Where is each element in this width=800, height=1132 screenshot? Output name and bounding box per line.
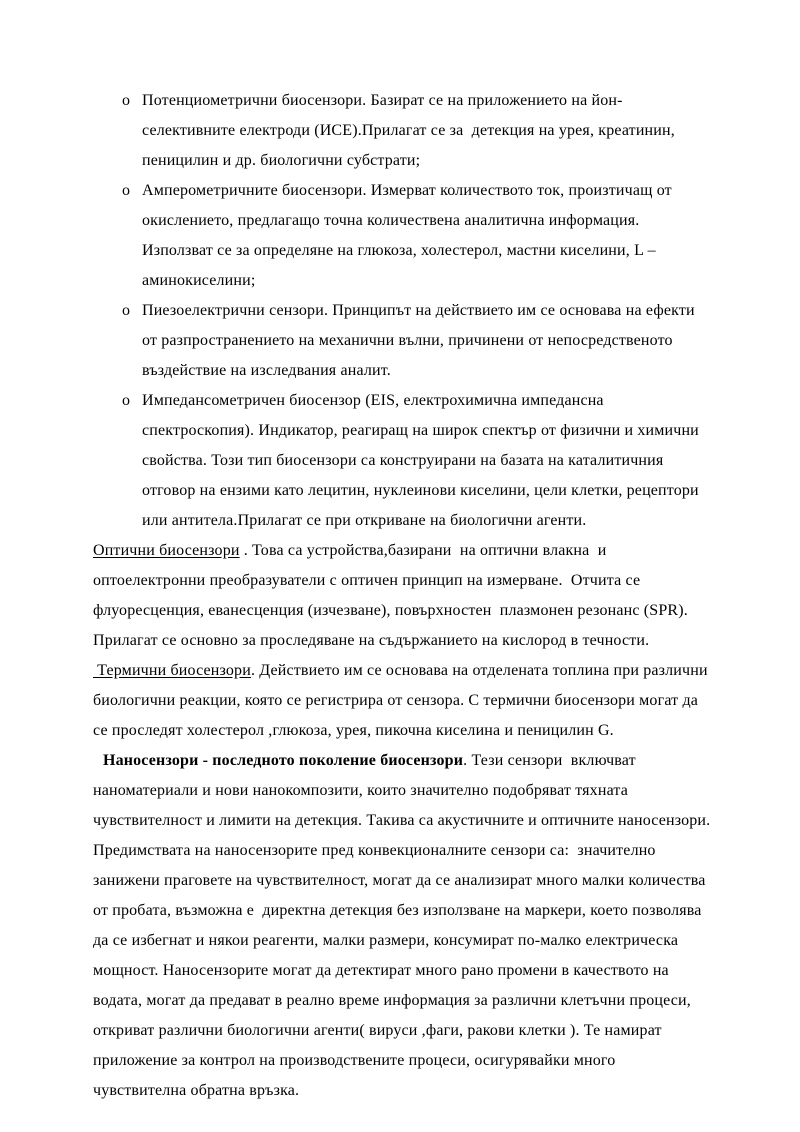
text-line: приложение за контрол на производствените процеси, осигурявайки много	[93, 1052, 616, 1069]
text-line: занижени праговете на чувствителност, могат да се анализират много малки количества	[93, 872, 706, 889]
list-item	[93, 296, 707, 386]
text-line: от пробата, възможна е директна детекция без използване на маркери, което позволява	[93, 902, 702, 919]
text-line: откриват различни биологични агенти( вируси ,фаги, ракови клетки ). Те намират	[93, 1022, 662, 1039]
text-line: Пиезоелектрични сензори. Принципът на действието им се основава на ефекти	[142, 302, 695, 319]
nanosensors-heading: Наносензори - последното поколение биосензори	[103, 752, 464, 769]
text-line: пеницилин и др. биологични субстрати;	[142, 152, 421, 169]
text-line: оптоелектронни преобразуватели с оптичен принцип на измерване. Отчита се	[93, 572, 641, 589]
text-line: селективните електроди (ИСЕ).Прилагат се за детекция на урея, креатинин,	[142, 122, 675, 139]
text-line: наноматериали и нови нанокомпозити, които значително подобряват тяхната	[93, 782, 629, 799]
list-item-text	[142, 176, 707, 296]
text-line: водата, могат да предават в реално време информация за различни клетъчни процеси,	[93, 992, 691, 1009]
list-item	[93, 86, 707, 176]
text-run: . Това са устройства,базирани на оптични влакна и	[239, 542, 607, 559]
text-line: се проследят холестерол ,глюкоза, урея, пикочна киселина и пеницилин G.	[93, 722, 614, 739]
text-line: Потенциометрични биосензори. Базират се на приложението на йон-	[142, 92, 623, 109]
thermal-biosensors-paragraph	[93, 656, 707, 746]
text-line: свойства. Този тип биосензори са конструирани на базата на каталитичния	[142, 452, 664, 469]
nanosensors-paragraph	[93, 746, 711, 1106]
text-line	[93, 746, 707, 776]
text-line: Предимствата на наносензорите пред конвекционалните сензори са: значително	[93, 842, 656, 859]
optical-biosensors-heading: Оптични биосензори	[93, 542, 240, 559]
thermal-biosensors-heading: Термични биосензори	[93, 662, 251, 679]
bullet-marker-icon: o	[122, 92, 130, 109]
text-run: . Действието им се основава на отделената топлина при различни	[250, 662, 708, 679]
text-line: флуоресценция, еванесценция (изчезване), повърхностен плазмонен резонанс (SPR).	[93, 602, 688, 619]
list-item-text	[142, 296, 707, 386]
optical-biosensors-paragraph	[93, 536, 707, 656]
text-line: или антитела.Прилагат се при откриване на биологични агенти.	[142, 512, 587, 529]
text-line: чувствителна обратна връзка.	[93, 1082, 300, 1099]
document-content	[93, 86, 711, 1106]
text-line: биологични реакции, която се регистрира от сензора. С термични биосензори могат да	[93, 692, 699, 709]
list-item	[93, 176, 707, 296]
text-line	[93, 536, 707, 566]
text-line: спектроскопия). Индикатор, реагиращ на широк спектър от физични и химични	[142, 422, 699, 439]
text-line: чувствителност и лимити на детекция. Такива са акустичните и оптичните наносензори.	[93, 812, 711, 829]
text-line: да се избегнат и някои реагенти, малки размери, консумират по-малко електрическа	[93, 932, 679, 949]
text-line	[93, 656, 707, 686]
text-line: Импедансометричен биосензор (EIS, електрохимична импедансна	[142, 392, 604, 409]
text-line: Прилагат се основно за проследяване на съдържанието на кислород в течности.	[93, 632, 650, 649]
bullet-marker-icon: o	[122, 302, 130, 319]
text-line: аминокиселини;	[142, 272, 256, 289]
bullet-marker-icon: o	[122, 392, 130, 409]
list-item	[93, 386, 707, 536]
text-line: Амперометричните биосензори. Измерват количеството ток, произтичащ от	[142, 182, 672, 199]
list-item-text	[142, 386, 707, 536]
text-line: отговор на ензими като лецитин, нуклеинови киселини, цели клетки, рецептори	[142, 482, 699, 499]
text-line: мощност. Наносензорите могат да детектират много рано промени в качеството на	[93, 962, 669, 979]
text-line: въздействие на изследвания аналит.	[142, 362, 391, 379]
text-line: Използват се за определяне на глюкоза, холестерол, мастни киселини, L –	[142, 242, 656, 259]
text-line: окислението, предлагащо точна количествена аналитична информация.	[142, 212, 640, 229]
text-line: от разпространението на механични вълни, причинени от непосредственото	[142, 332, 673, 349]
biosensor-types-list	[93, 86, 707, 536]
bullet-marker-icon: o	[122, 182, 130, 199]
list-item-text	[142, 86, 707, 176]
text-run: . Тези сензори включват	[463, 752, 636, 769]
